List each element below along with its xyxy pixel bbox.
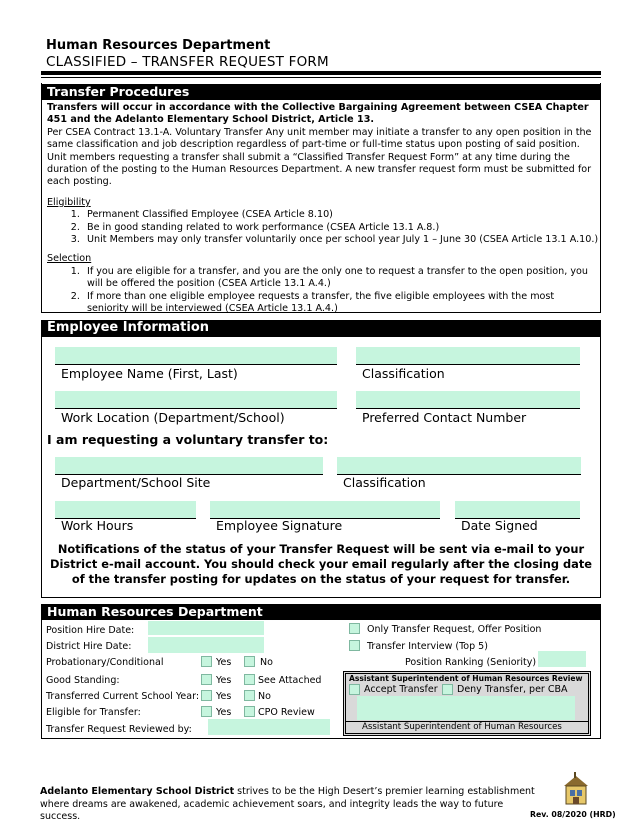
list-item: 2. Be in good standing related to work performance (CSEA Article 13.1 A.8.) (83, 222, 599, 234)
district-hire-date-field[interactable] (148, 637, 264, 653)
date-signed-field[interactable] (455, 501, 580, 518)
field-underline (356, 364, 580, 365)
district-logo (560, 772, 592, 808)
see-attached-checkbox[interactable] (244, 674, 255, 685)
field-underline (55, 408, 337, 409)
ranking-label: Position Ranking (Seniority) (405, 657, 537, 668)
see-attached-label: See Attached (258, 675, 322, 686)
yes-label: Yes (216, 657, 232, 668)
eligible-yes-checkbox[interactable] (201, 706, 212, 717)
transferred-label: Transferred Current School Year: (46, 691, 200, 702)
date-signed-label: Date Signed (461, 518, 538, 533)
work-hours-field[interactable] (55, 501, 196, 518)
reviewed-by-label: Transfer Request Reviewed by: (46, 724, 192, 735)
good-standing-label: Good Standing: (46, 675, 120, 686)
reviewed-by-field[interactable] (208, 719, 330, 735)
school-site-field[interactable] (55, 457, 323, 474)
work-hours-label: Work Hours (61, 518, 134, 533)
yes-label: Yes (216, 691, 232, 702)
probationary-yes-checkbox[interactable] (201, 656, 212, 667)
school-site-label: Department/School Site (61, 475, 211, 490)
notification-notice: Notifications of the status of your Transfer Request will be sent via e-mail to your District e-mail account. You should check your email regularly after the closing date of the transfer posting for updates on the status of your request for transfer. (49, 542, 592, 586)
position-hire-date-field[interactable] (148, 621, 264, 635)
field-underline (356, 408, 580, 409)
accept-transfer-checkbox[interactable] (349, 684, 360, 695)
signature-field[interactable] (210, 501, 440, 518)
no-label: No (260, 657, 273, 668)
employee-name-label: Employee Name (First, Last) (61, 366, 238, 381)
list-item: 1. Permanent Classified Employee (CSEA Article 8.10) (83, 209, 599, 221)
classification2-field[interactable] (337, 457, 581, 474)
footer-mission (40, 786, 545, 824)
contact-number-field[interactable] (356, 391, 580, 408)
work-location-field[interactable] (55, 391, 337, 408)
ranking-field[interactable] (538, 651, 586, 667)
transferred-no-checkbox[interactable] (244, 690, 255, 701)
probationary-no-checkbox[interactable] (244, 656, 255, 667)
probationary-label: Probationary/Conditional (46, 657, 164, 668)
cpo-review-checkbox[interactable] (244, 706, 255, 717)
employee-name-field[interactable] (55, 347, 337, 364)
district-hire-date-label: District Hire Date: (46, 641, 132, 652)
good-standing-yes-checkbox[interactable] (201, 674, 212, 685)
only-request-label: Only Transfer Request, Offer Position (367, 624, 542, 635)
employee-title: Employee Information (41, 320, 601, 337)
signature-label: Employee Signature (216, 518, 343, 533)
list-item: 3. Unit Members may only transfer voluntarily once per school year July 1 – June 30 (CSEA Article 13.1 A.10.) (83, 234, 599, 246)
procedures-title: Transfer Procedures (41, 84, 601, 100)
deny-transfer-label: Deny Transfer, per CBA (457, 684, 568, 695)
procedures-intro-text: Per CSEA Contract 13.1-A. Voluntary Transfer Any unit member may initiate a transfer to any open position in the same classification and job description regardless of part-time or full-time status upon posting of said position. Unit members requesting a transfer shall submit a “Classified Transfer Request Form” at any time during the duration of the posting to the Human Resources Department. A new transfer request form must be submitted for each posting. (47, 126, 592, 188)
revision-label: Rev. 08/2020 (HRD) (530, 810, 616, 819)
request-heading: I am requesting a voluntary transfer to: (47, 432, 329, 447)
eligibility-heading: Eligibility (47, 196, 91, 208)
footer-mission-text: strives to be the High Desert’s premier learning establishment where dreams are awakened, academic achievement soars, and integrity leads the way to future success. (40, 786, 535, 822)
list-item: 2. If more than one eligible employee requests a transfer, the five eligible employees with the most seniority will be interviewed (CSEA Article 13.1 A.4.) (83, 291, 589, 316)
deny-transfer-checkbox[interactable] (442, 684, 453, 695)
review-title: Assistant Superintendent of Human Resources Review (349, 674, 583, 683)
selection-list (47, 266, 599, 316)
position-hire-date-label: Position Hire Date: (46, 625, 135, 636)
field-underline (55, 364, 337, 365)
asst-sup-signature-field[interactable] (357, 696, 575, 720)
header-rule-thin (41, 77, 601, 78)
classification-field[interactable] (356, 347, 580, 364)
contact-number-label: Preferred Contact Number (362, 410, 527, 425)
yes-label: Yes (216, 707, 232, 718)
eligible-label: Eligible for Transfer: (46, 707, 141, 718)
form-title: CLASSIFIED – TRANSFER REQUEST FORM (46, 54, 329, 70)
department-heading: Human Resources Department (46, 38, 271, 53)
footer-district: Adelanto Elementary School District (40, 786, 235, 797)
eligibility-list (47, 209, 599, 246)
asst-sup-label: Assistant Superintendent of Human Resources (362, 722, 562, 732)
accept-transfer-label: Accept Transfer (364, 684, 438, 695)
interview-checkbox[interactable] (349, 640, 360, 651)
work-location-label: Work Location (Department/School) (61, 410, 285, 425)
transferred-yes-checkbox[interactable] (201, 690, 212, 701)
interview-label: Transfer Interview (Top 5) (367, 641, 488, 652)
classification-label: Classification (362, 366, 445, 381)
only-request-checkbox[interactable] (349, 623, 360, 634)
list-item: 1. If you are eligible for a transfer, and you are the only one to request a transfer to the open position, you will be offered the position (CSEA Article 13.1 A.4.) (83, 266, 589, 291)
classification2-label: Classification (343, 475, 426, 490)
selection-heading: Selection (47, 253, 92, 265)
yes-label: Yes (216, 675, 232, 686)
procedures-body (47, 102, 599, 316)
header-rule (41, 71, 601, 75)
no-label: No (258, 691, 271, 702)
hr-title: Human Resources Department (41, 604, 601, 620)
cpo-review-label: CPO Review (258, 707, 315, 718)
procedures-intro-bold: Transfers will occur in accordance with the Collective Bargaining Agreement between CSEA Chapter 451 and the Adelanto Elementary School District, Article 13. (47, 102, 589, 126)
